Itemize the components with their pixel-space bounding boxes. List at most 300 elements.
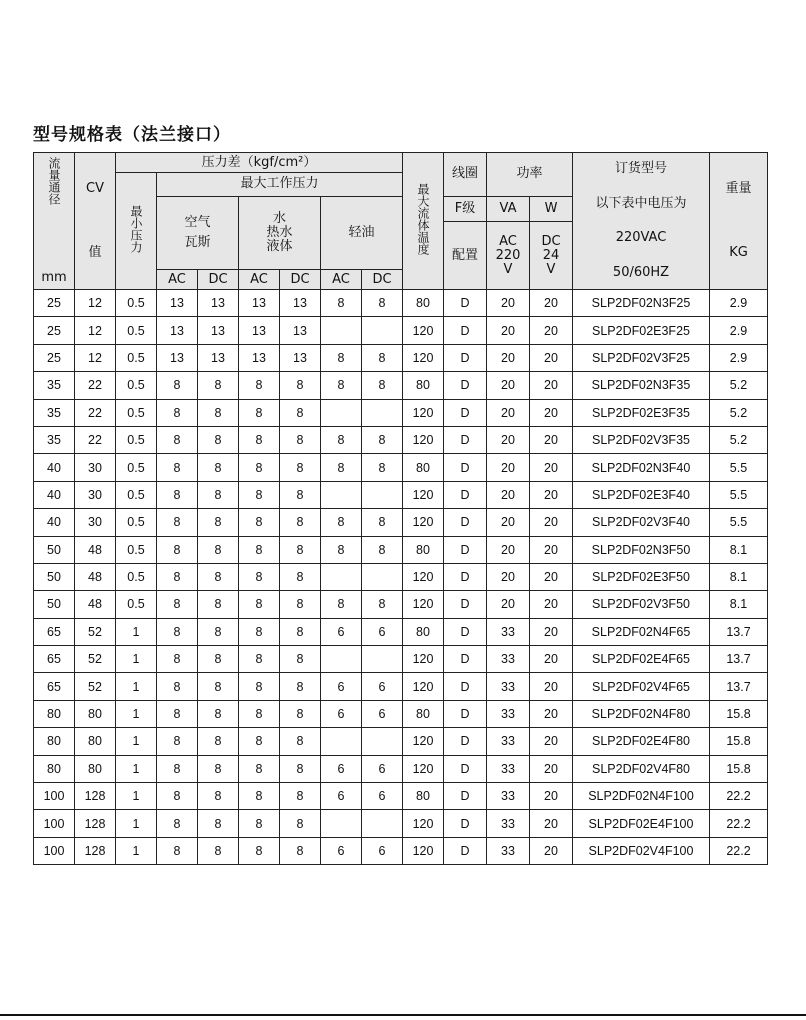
cell-weight: 5.5 bbox=[710, 454, 768, 481]
cell-coil-config: D bbox=[444, 783, 487, 810]
cell-power-w: 20 bbox=[530, 728, 573, 755]
cell-air-ac: 8 bbox=[157, 536, 198, 563]
cell-min-pressure: 0.5 bbox=[116, 454, 157, 481]
cell-weight: 5.5 bbox=[710, 509, 768, 536]
cell-air-dc: 13 bbox=[198, 290, 239, 317]
water-line-2: 热水 bbox=[266, 224, 293, 240]
cell-min-pressure: 1 bbox=[116, 810, 157, 837]
cell-weight: 15.8 bbox=[710, 728, 768, 755]
cell-diameter: 50 bbox=[34, 536, 75, 563]
cell-power-w: 20 bbox=[530, 563, 573, 590]
cell-weight: 13.7 bbox=[710, 618, 768, 645]
table-row bbox=[34, 372, 768, 399]
cell-min-pressure: 0.5 bbox=[116, 317, 157, 344]
cell-oil-ac: 8 bbox=[321, 372, 362, 399]
cell-water-ac: 8 bbox=[239, 783, 280, 810]
order-line-1: 订货型号 bbox=[614, 161, 667, 176]
cell-order-model: SLP2DF02V3F25 bbox=[573, 344, 710, 371]
table-row bbox=[34, 344, 768, 371]
min-pressure-header bbox=[116, 173, 157, 290]
table-row bbox=[34, 810, 768, 837]
cell-air-ac: 8 bbox=[157, 837, 198, 864]
cell-water-ac: 8 bbox=[239, 563, 280, 590]
cell-water-ac: 8 bbox=[239, 810, 280, 837]
cell-air-dc: 8 bbox=[198, 372, 239, 399]
cell-air-ac: 8 bbox=[157, 700, 198, 727]
cell-order-model: SLP2DF02E4F65 bbox=[573, 646, 710, 673]
cell-order-model: SLP2DF02V3F50 bbox=[573, 591, 710, 618]
cell-oil-dc bbox=[362, 563, 403, 590]
cell-diameter: 100 bbox=[34, 783, 75, 810]
cell-oil-ac: 8 bbox=[321, 344, 362, 371]
cell-oil-ac bbox=[321, 728, 362, 755]
cell-weight: 2.9 bbox=[710, 344, 768, 371]
diameter-label: 流量通径 bbox=[47, 157, 61, 205]
cell-min-pressure: 1 bbox=[116, 700, 157, 727]
cell-order-model: SLP2DF02N3F50 bbox=[573, 536, 710, 563]
cell-order-model: SLP2DF02E4F80 bbox=[573, 728, 710, 755]
cell-coil-config: D bbox=[444, 426, 487, 453]
dc24-header bbox=[530, 222, 573, 290]
cell-order-model: SLP2DF02E4F100 bbox=[573, 810, 710, 837]
cell-oil-dc: 8 bbox=[362, 426, 403, 453]
coil-config-header: 配置 bbox=[444, 222, 487, 290]
ac220-line-3: V bbox=[503, 261, 513, 277]
cell-air-ac: 8 bbox=[157, 618, 198, 645]
cell-cv: 128 bbox=[75, 810, 116, 837]
cell-water-dc: 8 bbox=[280, 673, 321, 700]
table-row bbox=[34, 673, 768, 700]
cell-power-va: 33 bbox=[487, 755, 530, 782]
cell-power-va: 20 bbox=[487, 372, 530, 399]
pressure-diff-header: 压力差（kgf/cm²） bbox=[116, 153, 403, 173]
cell-cv: 12 bbox=[75, 344, 116, 371]
cell-min-pressure: 1 bbox=[116, 755, 157, 782]
cell-max-temp: 120 bbox=[403, 509, 444, 536]
cell-max-temp: 80 bbox=[403, 618, 444, 645]
cell-power-va: 20 bbox=[487, 344, 530, 371]
cell-cv: 22 bbox=[75, 399, 116, 426]
w-header: W bbox=[530, 196, 573, 222]
cell-oil-ac: 6 bbox=[321, 618, 362, 645]
cell-min-pressure: 0.5 bbox=[116, 290, 157, 317]
table-row bbox=[34, 509, 768, 536]
max-temp-header bbox=[403, 153, 444, 290]
cell-coil-config: D bbox=[444, 728, 487, 755]
diameter-header bbox=[34, 153, 75, 290]
cell-power-w: 20 bbox=[530, 837, 573, 864]
cell-water-ac: 8 bbox=[239, 646, 280, 673]
cell-oil-ac: 6 bbox=[321, 673, 362, 700]
cell-cv: 12 bbox=[75, 290, 116, 317]
weight-bottom: KG bbox=[729, 245, 748, 260]
water-ac-header: AC bbox=[239, 270, 280, 290]
air-gas-header bbox=[157, 196, 239, 269]
cell-diameter: 25 bbox=[34, 317, 75, 344]
table-row bbox=[34, 783, 768, 810]
cell-air-ac: 8 bbox=[157, 399, 198, 426]
va-header: VA bbox=[487, 196, 530, 222]
cell-oil-dc: 6 bbox=[362, 700, 403, 727]
cell-order-model: SLP2DF02N4F65 bbox=[573, 618, 710, 645]
cell-water-ac: 8 bbox=[239, 618, 280, 645]
cell-air-ac: 8 bbox=[157, 563, 198, 590]
cell-power-w: 20 bbox=[530, 509, 573, 536]
cell-air-dc: 8 bbox=[198, 618, 239, 645]
cell-oil-dc: 6 bbox=[362, 755, 403, 782]
cell-air-ac: 13 bbox=[157, 344, 198, 371]
cell-diameter: 40 bbox=[34, 509, 75, 536]
cell-diameter: 80 bbox=[34, 755, 75, 782]
cv-top: CV bbox=[86, 181, 104, 196]
cell-water-dc: 8 bbox=[280, 399, 321, 426]
cell-water-ac: 8 bbox=[239, 372, 280, 399]
cell-air-ac: 8 bbox=[157, 783, 198, 810]
order-line-4: 50/60HZ bbox=[612, 264, 670, 280]
cell-coil-config: D bbox=[444, 481, 487, 508]
table-row bbox=[34, 618, 768, 645]
cell-power-w: 20 bbox=[530, 646, 573, 673]
cell-weight: 22.2 bbox=[710, 837, 768, 864]
cell-air-dc: 8 bbox=[198, 399, 239, 426]
dc24-line-1: DC bbox=[541, 233, 561, 249]
weight-top: 重量 bbox=[725, 181, 752, 196]
cell-min-pressure: 0.5 bbox=[116, 536, 157, 563]
cell-coil-config: D bbox=[444, 509, 487, 536]
cell-water-dc: 13 bbox=[280, 344, 321, 371]
cell-max-temp: 80 bbox=[403, 783, 444, 810]
cell-power-va: 33 bbox=[487, 728, 530, 755]
cell-weight: 5.2 bbox=[710, 399, 768, 426]
cell-power-w: 20 bbox=[530, 399, 573, 426]
cell-power-w: 20 bbox=[530, 755, 573, 782]
table-body bbox=[34, 290, 768, 865]
cell-oil-dc: 8 bbox=[362, 344, 403, 371]
cell-oil-dc: 8 bbox=[362, 454, 403, 481]
coil-class-header: F级 bbox=[444, 196, 487, 222]
cell-air-dc: 8 bbox=[198, 783, 239, 810]
cell-air-dc: 8 bbox=[198, 454, 239, 481]
cell-oil-dc: 6 bbox=[362, 673, 403, 700]
cell-water-dc: 8 bbox=[280, 728, 321, 755]
cell-cv: 128 bbox=[75, 837, 116, 864]
table-row bbox=[34, 563, 768, 590]
cv-bottom: 值 bbox=[88, 245, 102, 260]
cell-air-ac: 8 bbox=[157, 426, 198, 453]
table-row bbox=[34, 700, 768, 727]
cell-water-dc: 8 bbox=[280, 481, 321, 508]
cell-power-va: 20 bbox=[487, 591, 530, 618]
cell-order-model: SLP2DF02V4F100 bbox=[573, 837, 710, 864]
cell-water-ac: 8 bbox=[239, 837, 280, 864]
cell-weight: 13.7 bbox=[710, 646, 768, 673]
order-line-2: 以下表中电压为 bbox=[595, 195, 687, 211]
cell-oil-ac: 8 bbox=[321, 454, 362, 481]
cell-order-model: SLP2DF02N4F100 bbox=[573, 783, 710, 810]
spec-table bbox=[33, 152, 768, 865]
cell-water-ac: 8 bbox=[239, 536, 280, 563]
cell-max-temp: 120 bbox=[403, 810, 444, 837]
cell-diameter: 35 bbox=[34, 372, 75, 399]
cell-water-ac: 8 bbox=[239, 399, 280, 426]
cell-oil-ac: 8 bbox=[321, 536, 362, 563]
cell-power-va: 33 bbox=[487, 646, 530, 673]
cell-power-w: 20 bbox=[530, 673, 573, 700]
power-header: 功率 bbox=[487, 153, 573, 197]
ac220-line-2: 220 bbox=[495, 247, 521, 263]
order-model-header bbox=[573, 153, 710, 290]
cell-cv: 22 bbox=[75, 426, 116, 453]
cell-min-pressure: 0.5 bbox=[116, 372, 157, 399]
cell-power-va: 20 bbox=[487, 481, 530, 508]
cell-air-dc: 8 bbox=[198, 755, 239, 782]
table-row bbox=[34, 837, 768, 864]
cell-min-pressure: 0.5 bbox=[116, 344, 157, 371]
cell-weight: 22.2 bbox=[710, 810, 768, 837]
bottom-divider bbox=[0, 1014, 806, 1016]
cell-power-w: 20 bbox=[530, 317, 573, 344]
cell-oil-ac bbox=[321, 810, 362, 837]
cell-water-dc: 8 bbox=[280, 646, 321, 673]
cell-min-pressure: 0.5 bbox=[116, 481, 157, 508]
cell-power-va: 20 bbox=[487, 454, 530, 481]
cell-order-model: SLP2DF02V4F80 bbox=[573, 755, 710, 782]
dc24-line-3: V bbox=[546, 261, 556, 277]
cell-order-model: SLP2DF02V3F40 bbox=[573, 509, 710, 536]
cell-weight: 15.8 bbox=[710, 755, 768, 782]
max-temp-label: 最大流体温度 bbox=[416, 183, 430, 255]
table-row bbox=[34, 399, 768, 426]
cell-power-va: 20 bbox=[487, 317, 530, 344]
order-line-3: 220VAC bbox=[615, 230, 667, 246]
cell-max-temp: 120 bbox=[403, 728, 444, 755]
cell-coil-config: D bbox=[444, 372, 487, 399]
cell-diameter: 65 bbox=[34, 646, 75, 673]
cell-diameter: 50 bbox=[34, 591, 75, 618]
air-ac-header: AC bbox=[157, 270, 198, 290]
cell-weight: 5.2 bbox=[710, 372, 768, 399]
cell-diameter: 35 bbox=[34, 399, 75, 426]
cell-power-va: 20 bbox=[487, 536, 530, 563]
table-row bbox=[34, 591, 768, 618]
cell-water-ac: 8 bbox=[239, 700, 280, 727]
cell-cv: 80 bbox=[75, 700, 116, 727]
cell-power-va: 20 bbox=[487, 509, 530, 536]
cell-water-ac: 13 bbox=[239, 344, 280, 371]
cell-oil-ac: 8 bbox=[321, 509, 362, 536]
cell-power-va: 20 bbox=[487, 426, 530, 453]
cell-air-ac: 13 bbox=[157, 317, 198, 344]
cell-coil-config: D bbox=[444, 317, 487, 344]
cell-cv: 80 bbox=[75, 755, 116, 782]
cell-water-dc: 8 bbox=[280, 618, 321, 645]
cell-water-dc: 8 bbox=[280, 372, 321, 399]
max-working-pressure-header: 最大工作压力 bbox=[157, 173, 403, 197]
cell-water-ac: 8 bbox=[239, 509, 280, 536]
cell-air-dc: 13 bbox=[198, 344, 239, 371]
cell-oil-dc: 6 bbox=[362, 837, 403, 864]
cell-oil-dc bbox=[362, 810, 403, 837]
cell-weight: 15.8 bbox=[710, 700, 768, 727]
cell-order-model: SLP2DF02E3F25 bbox=[573, 317, 710, 344]
cell-coil-config: D bbox=[444, 673, 487, 700]
cell-water-dc: 8 bbox=[280, 755, 321, 782]
cell-min-pressure: 1 bbox=[116, 673, 157, 700]
cell-air-ac: 8 bbox=[157, 481, 198, 508]
cell-oil-ac: 8 bbox=[321, 426, 362, 453]
cell-power-va: 33 bbox=[487, 837, 530, 864]
cell-water-dc: 8 bbox=[280, 837, 321, 864]
cell-oil-ac bbox=[321, 563, 362, 590]
cell-oil-ac bbox=[321, 646, 362, 673]
cell-diameter: 100 bbox=[34, 837, 75, 864]
cell-water-dc: 8 bbox=[280, 783, 321, 810]
cell-cv: 80 bbox=[75, 728, 116, 755]
cell-coil-config: D bbox=[444, 810, 487, 837]
cell-max-temp: 120 bbox=[403, 646, 444, 673]
cell-power-w: 20 bbox=[530, 372, 573, 399]
cell-max-temp: 80 bbox=[403, 536, 444, 563]
cell-coil-config: D bbox=[444, 454, 487, 481]
cell-cv: 48 bbox=[75, 563, 116, 590]
cell-min-pressure: 0.5 bbox=[116, 591, 157, 618]
cell-weight: 22.2 bbox=[710, 783, 768, 810]
diameter-unit: mm bbox=[41, 270, 67, 285]
cell-power-w: 20 bbox=[530, 618, 573, 645]
cell-min-pressure: 0.5 bbox=[116, 563, 157, 590]
cell-oil-dc bbox=[362, 317, 403, 344]
cell-order-model: SLP2DF02N4F80 bbox=[573, 700, 710, 727]
page-title: 型号规格表（法兰接口） bbox=[33, 125, 231, 145]
cell-max-temp: 120 bbox=[403, 344, 444, 371]
cell-cv: 52 bbox=[75, 646, 116, 673]
cell-order-model: SLP2DF02E3F40 bbox=[573, 481, 710, 508]
cell-air-ac: 8 bbox=[157, 646, 198, 673]
cell-coil-config: D bbox=[444, 344, 487, 371]
cell-weight: 8.1 bbox=[710, 563, 768, 590]
cell-water-ac: 8 bbox=[239, 481, 280, 508]
table-row bbox=[34, 728, 768, 755]
cell-oil-dc bbox=[362, 646, 403, 673]
cell-power-va: 33 bbox=[487, 673, 530, 700]
table-row bbox=[34, 426, 768, 453]
weight-header bbox=[710, 153, 768, 290]
ac220-line-1: AC bbox=[499, 233, 517, 249]
cell-order-model: SLP2DF02V3F35 bbox=[573, 426, 710, 453]
cell-max-temp: 120 bbox=[403, 481, 444, 508]
air-dc-header: DC bbox=[198, 270, 239, 290]
light-oil-header: 轻油 bbox=[321, 196, 403, 269]
cell-air-ac: 13 bbox=[157, 290, 198, 317]
cell-oil-dc bbox=[362, 481, 403, 508]
cell-cv: 48 bbox=[75, 536, 116, 563]
cell-diameter: 80 bbox=[34, 700, 75, 727]
cell-max-temp: 120 bbox=[403, 426, 444, 453]
cell-weight: 2.9 bbox=[710, 290, 768, 317]
cell-oil-ac: 6 bbox=[321, 700, 362, 727]
cell-cv: 52 bbox=[75, 618, 116, 645]
cell-max-temp: 80 bbox=[403, 372, 444, 399]
table-row bbox=[34, 755, 768, 782]
cell-max-temp: 120 bbox=[403, 563, 444, 590]
cell-air-ac: 8 bbox=[157, 454, 198, 481]
cell-power-w: 20 bbox=[530, 536, 573, 563]
cell-diameter: 65 bbox=[34, 618, 75, 645]
cell-max-temp: 80 bbox=[403, 700, 444, 727]
cell-oil-dc: 6 bbox=[362, 618, 403, 645]
cell-weight: 5.2 bbox=[710, 426, 768, 453]
table-header bbox=[34, 153, 768, 290]
cell-coil-config: D bbox=[444, 837, 487, 864]
cell-oil-ac bbox=[321, 399, 362, 426]
air-gas-line-2: 瓦斯 bbox=[184, 234, 211, 250]
dc24-line-2: 24 bbox=[542, 247, 560, 263]
cell-water-dc: 8 bbox=[280, 591, 321, 618]
cell-weight: 5.5 bbox=[710, 481, 768, 508]
cell-max-temp: 120 bbox=[403, 673, 444, 700]
cell-min-pressure: 0.5 bbox=[116, 426, 157, 453]
cell-coil-config: D bbox=[444, 700, 487, 727]
cell-min-pressure: 0.5 bbox=[116, 509, 157, 536]
cell-weight: 8.1 bbox=[710, 536, 768, 563]
cell-air-dc: 8 bbox=[198, 426, 239, 453]
cell-min-pressure: 1 bbox=[116, 618, 157, 645]
cell-weight: 13.7 bbox=[710, 673, 768, 700]
cell-coil-config: D bbox=[444, 399, 487, 426]
cell-coil-config: D bbox=[444, 536, 487, 563]
cell-air-dc: 13 bbox=[198, 317, 239, 344]
cell-coil-config: D bbox=[444, 646, 487, 673]
cell-power-w: 20 bbox=[530, 454, 573, 481]
cell-water-ac: 8 bbox=[239, 426, 280, 453]
cell-air-dc: 8 bbox=[198, 481, 239, 508]
cell-oil-dc: 8 bbox=[362, 290, 403, 317]
cell-diameter: 25 bbox=[34, 290, 75, 317]
cell-cv: 52 bbox=[75, 673, 116, 700]
cell-air-dc: 8 bbox=[198, 646, 239, 673]
cell-cv: 30 bbox=[75, 454, 116, 481]
cell-coil-config: D bbox=[444, 290, 487, 317]
cell-air-dc: 8 bbox=[198, 563, 239, 590]
cell-air-dc: 8 bbox=[198, 536, 239, 563]
cell-water-ac: 13 bbox=[239, 317, 280, 344]
cell-min-pressure: 0.5 bbox=[116, 399, 157, 426]
cell-power-va: 20 bbox=[487, 399, 530, 426]
cell-air-ac: 8 bbox=[157, 810, 198, 837]
oil-ac-header: AC bbox=[321, 270, 362, 290]
oil-dc-header: DC bbox=[362, 270, 403, 290]
cell-air-dc: 8 bbox=[198, 837, 239, 864]
cell-water-dc: 8 bbox=[280, 426, 321, 453]
cell-max-temp: 120 bbox=[403, 317, 444, 344]
cell-cv: 48 bbox=[75, 591, 116, 618]
cell-oil-dc: 8 bbox=[362, 591, 403, 618]
cell-power-w: 20 bbox=[530, 426, 573, 453]
table-row bbox=[34, 290, 768, 317]
cell-oil-ac: 8 bbox=[321, 290, 362, 317]
cell-power-w: 20 bbox=[530, 700, 573, 727]
cell-air-dc: 8 bbox=[198, 728, 239, 755]
cell-oil-ac: 6 bbox=[321, 837, 362, 864]
cell-power-w: 20 bbox=[530, 344, 573, 371]
cell-power-w: 20 bbox=[530, 810, 573, 837]
cell-water-dc: 13 bbox=[280, 317, 321, 344]
cell-air-ac: 8 bbox=[157, 673, 198, 700]
cell-water-dc: 8 bbox=[280, 536, 321, 563]
cell-diameter: 65 bbox=[34, 673, 75, 700]
cell-diameter: 80 bbox=[34, 728, 75, 755]
water-dc-header: DC bbox=[280, 270, 321, 290]
